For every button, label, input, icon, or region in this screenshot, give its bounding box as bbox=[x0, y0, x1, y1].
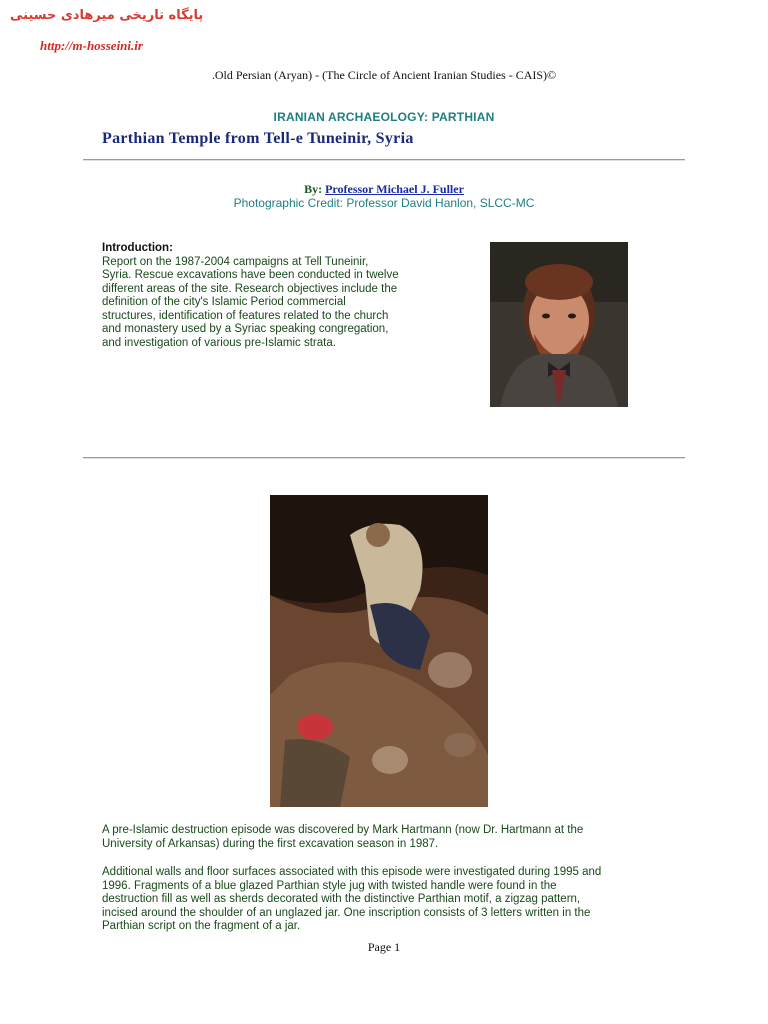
paragraph-line: A pre-Islamic destruction episode was discovered by Mark Hartmann (now Dr. Hartmann at the bbox=[102, 824, 584, 836]
paragraph-line: incised around the shoulder of an unglazed jar. One inscription consists of 3 letters written in the bbox=[102, 906, 591, 919]
section-kicker: IRANIAN ARCHAEOLOGY: PARTHIAN bbox=[273, 110, 495, 124]
watermark-url: http://m-hosseini.ir bbox=[40, 38, 143, 53]
byline bbox=[0, 182, 768, 197]
paragraph-line: University of Arkansas) during the first excavation season in 1987. bbox=[102, 837, 439, 850]
intro-line: and investigation of various pre-Islamic strata. bbox=[102, 336, 336, 349]
intro-line: Syria. Rescue excavations have been conducted in twelve bbox=[102, 269, 399, 281]
page-number: Page 1 bbox=[367, 940, 401, 954]
intro-line: different areas of the site. Research objectives include the bbox=[102, 282, 398, 295]
author-link[interactable]: Professor Michael J. Fuller bbox=[325, 182, 464, 196]
cais-header: .Old Persian (Aryan) - (The Circle of Ancient Iranian Studies - CAIS)© bbox=[211, 68, 557, 82]
paragraph-line: Parthian script on the fragment of a jar. bbox=[102, 920, 301, 932]
paragraph-discovery bbox=[102, 824, 647, 851]
divider-middle bbox=[83, 457, 685, 459]
paragraph-line: destruction fill as well as sherds decorated with the distinctive Parthian motif, a zigzag pattern, bbox=[102, 893, 581, 905]
byline-prefix: By: bbox=[304, 182, 326, 196]
intro-line: Report on the 1987-2004 campaigns at Tell Tuneinir, bbox=[102, 255, 369, 268]
photo-credit: Photographic Credit: Professor David Hanlon, SLCC-MC bbox=[233, 196, 535, 210]
paragraph-line: Additional walls and floor surfaces associated with this episode were investigated during 1995 and bbox=[102, 866, 602, 878]
watermark-persian: پایگاه تاریخی میرهادی حسینی bbox=[10, 8, 204, 23]
paragraph-line: 1996. Fragments of a blue glazed Parthian style jug with twisted handle were found in the bbox=[102, 879, 557, 892]
intro-line: and monastery used by a Syriac speaking congregation, bbox=[102, 323, 389, 335]
excavation-photo bbox=[270, 495, 488, 807]
intro-line: structures, identification of features related to the church bbox=[102, 309, 389, 322]
author-portrait bbox=[490, 242, 628, 407]
divider-top bbox=[83, 159, 685, 161]
intro-heading: Introduction: bbox=[102, 242, 173, 254]
page-title: Parthian Temple from Tell-e Tuneinir, Syria bbox=[102, 130, 414, 147]
intro-block bbox=[102, 242, 432, 350]
intro-line: definition of the city's Islamic Period commercial bbox=[102, 296, 346, 308]
paragraph-findings bbox=[102, 866, 647, 932]
